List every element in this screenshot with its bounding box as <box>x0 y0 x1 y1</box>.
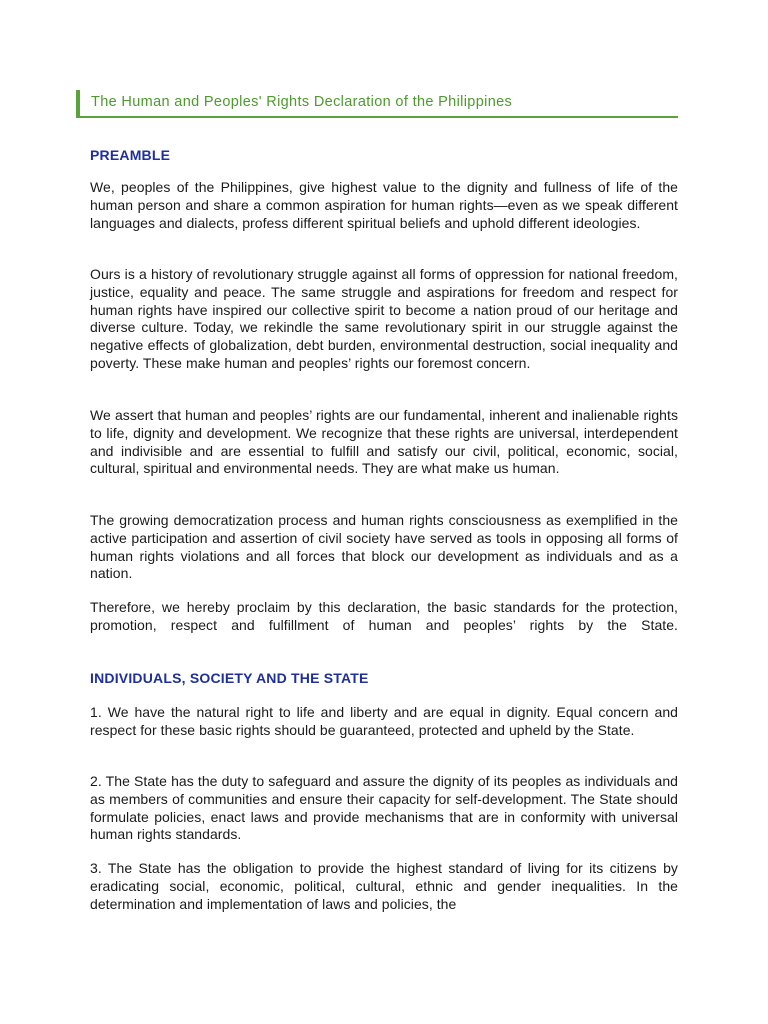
preamble-paragraph-4: The growing democratization process and human rights consciousness as exemplified in the active participation and assertion of civil society have served as tools in opposing all forms of human rights violations and all forces that block our development as individuals and as a nation. <box>90 512 678 582</box>
preamble-paragraph-5: Therefore, we hereby proclaim by this declaration, the basic standards for the protection, promotion, respect and fulfillment of human and peoples’ rights by the State. <box>90 599 678 633</box>
article-paragraph-3: 3. The State has the obligation to provide the highest standard of living for its citizens by eradicating social, economic, political, cultural, ethnic and gender inequalities. In the determination and implementation of laws and policies, the <box>90 860 678 912</box>
section-heading-individuals-society-state: INDIVIDUALS, SOCIETY AND THE STATE <box>90 670 369 686</box>
article-paragraph-2: 2. The State has the duty to safeguard and assure the dignity of its peoples as individuals and as members of communities and ensure their capacity for self-development. The State should formulate policies, enact laws and provide mechanisms that are in conformity with universal human rights standards. <box>90 773 678 843</box>
preamble-paragraph-2: Ours is a history of revolutionary struggle against all forms of oppression for national freedom, justice, equality and peace. The same struggle and aspirations for freedom and respect for human rights have inspired our collective spirit to become a nation proud of our heritage and diverse culture. Today, we rekindle the same revolutionary spirit in our struggle against the negative effects of globalization, debt burden, environmental destruction, social inequality and poverty. These make human and peoples’ rights our foremost concern. <box>90 266 678 371</box>
section-heading-preamble: PREAMBLE <box>90 147 171 163</box>
document-title: The Human and Peoples' Rights Declaration of the Philippines <box>91 94 513 110</box>
article-paragraph-1: 1. We have the natural right to life and liberty and are equal in dignity. Equal concern and respect for these basic rights should be guaranteed, protected and upheld by the State. <box>90 704 678 738</box>
preamble-paragraph-3: We assert that human and peoples’ rights are our fundamental, inherent and inalienable rights to life, dignity and development. We recognize that these rights are universal, interdependent and indivisible and are essential to fulfill and satisfy our civil, political, economic, social, cultural, spiritual and environmental needs. They are what make us human. <box>90 407 678 477</box>
preamble-paragraph-1: We, peoples of the Philippines, give highest value to the dignity and fullness of life of the human person and share a common aspiration for human rights—even as we speak different languages and dialects, profess different spiritual beliefs and uphold different ideologies. <box>90 179 678 231</box>
document-title-bar <box>76 90 678 118</box>
